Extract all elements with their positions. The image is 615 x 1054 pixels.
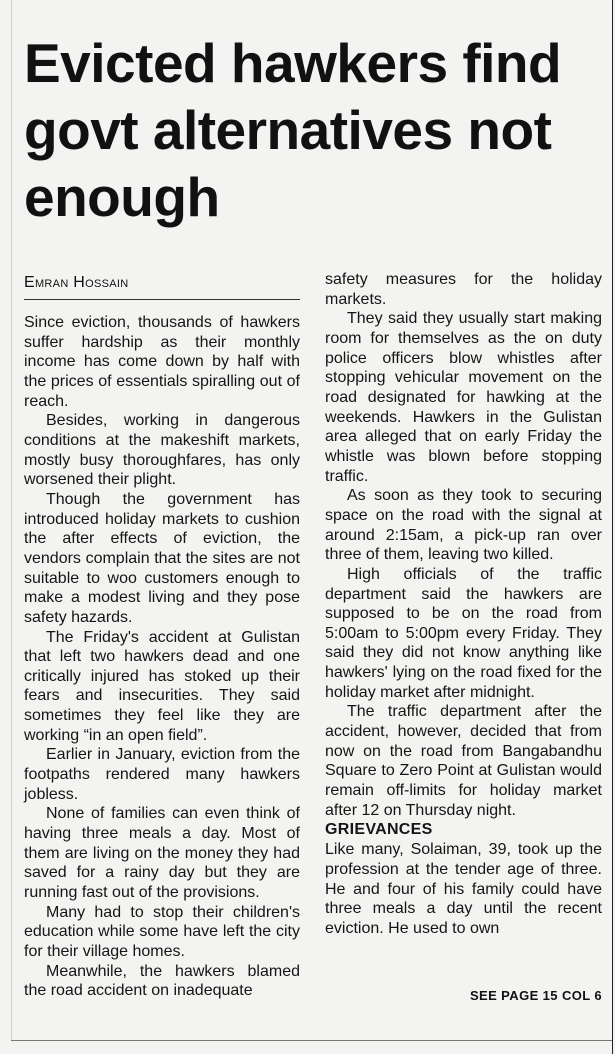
body-paragraph: They said they usually start making room for themselves as the on duty police officers blow whistles after stopping vehicular movement on the road designated for hawking at the weekends. Hawkers in the Gulistan area alleged that on early Friday the whistle was blown before stopping traffic. (325, 310, 602, 485)
body-paragraph: safety measures for the holiday markets. (325, 271, 602, 308)
article-column-left (24, 313, 300, 1001)
body-paragraph: Though the government has introduced holiday markets to cushion the after effects of eviction, the vendors complain that the sites are not suitable to woo customers enough to make a modest living and they pose safety hazards. (24, 490, 300, 626)
article-column-right (325, 270, 602, 939)
section-subhead: GRIEVANCES (325, 821, 433, 839)
body-paragraph: High officials of the traffic department said the hawkers are supposed to be on the road from 5:00am to 5:00pm every Friday. They said they did not know anything like hawkers' lying on the road fixed for the holiday market after midnight. (325, 565, 602, 701)
body-paragraph: As soon as they took to securing space on the road with the signal at around 2:15am, a pick-up ran over three of them, leaving two killed. (325, 487, 602, 564)
body-paragraph: Like many, Solaiman, 39, took up the profession at the tender age of three. He and four of his family could have three meals a day until the recent eviction. He used to own (325, 841, 602, 937)
body-paragraph: Besides, working in dangerous conditions at the makeshift markets, mostly busy thoroughfares, has only worsened their plight. (24, 412, 300, 489)
body-paragraph: The Friday's accident at Gulistan that left two hawkers dead and one critically injured has stoked up their fears and insecurities. They said sometimes they feel like they are working “in an open field”. (24, 628, 300, 744)
body-paragraph: None of families can even think of having three meals a day. Most of them are living on the money they had saved for a rainy day but they are running fast out of the provisions. (24, 805, 300, 902)
body-paragraph: Many had to stop their children's education while some have left the city for their village homes. (24, 903, 300, 960)
continuation-jump-line: SEE PAGE 15 COL 6 (469, 988, 602, 1003)
byline-divider (24, 299, 300, 300)
page-border-right (612, 0, 613, 1054)
body-paragraph: Since eviction, thousands of hawkers suffer hardship as their monthly income has come down by half with the prices of essentials spiralling out of reach. (24, 314, 300, 410)
page-border-bottom (11, 1040, 612, 1041)
body-paragraph: Earlier in January, eviction from the footpaths rendered many hawkers jobless. (24, 746, 300, 803)
article-headline: Evicted hawkers find govt alternatives not enough (24, 32, 562, 228)
column-rule-left (11, 0, 12, 1040)
author-byline: Emran Hossain (24, 274, 129, 291)
body-paragraph: Meanwhile, the hawkers blamed the road accident on inadequate (24, 962, 300, 1000)
body-paragraph: The traffic department after the accident, however, decided that from now on the road from Bangabandhu Square to Zero Point at Gulistan would remain off-limits for holiday market after 12 on Thursday night. (325, 703, 602, 819)
